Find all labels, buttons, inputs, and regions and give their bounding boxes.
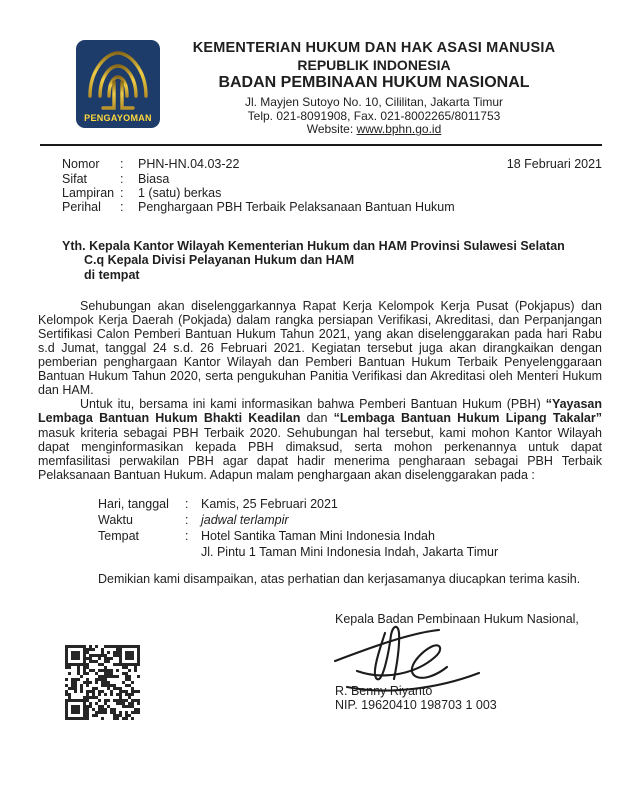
letter-body (38, 299, 602, 482)
paragraph-1: Sehubungan akan diselenggarkannya Rapat Kerja Kelompok Kerja Pusat (Pokjapus) dan Kelompok Kerja Daerah (Pokjada) dalam rangka persiapan Verifikasi, Akreditasi, dan Perpanjangan Sertifikasi Calon Pemberi Bantuan Hukum Tahun 2021, yang akan diselenggarakan pada hari Rabu s.d Jumat, tanggal 24 s.d. 26 Februari 2021. Kegiatan tersebut juga akan dirangkaikan dengan pemberian penghargaan Kantor Wilayah dan Pemberi Bantuan Hukum Terbaik Penyelenggaraan Bantuan Hukum Tahun 2020, serta pengukuhan Panitia Verifikasi dan Akreditasi oleh Menteri Hukum dan HAM. (38, 298, 602, 398)
meta-value-sifat: Biasa (138, 171, 170, 186)
website-label: Website: (306, 122, 357, 137)
meta-sep: : (120, 171, 124, 186)
signature-block (335, 612, 610, 713)
event-label-waktu: Waktu (98, 512, 133, 527)
republic-line: REPUBLIK INDONESIA (297, 56, 451, 73)
event-sep: : (185, 528, 189, 543)
agency-website-line (160, 123, 588, 137)
meta-value-perihal: Penghargaan PBH Terbaik Pelaksanaan Bantuan Hukum (138, 199, 455, 214)
meta-sep: : (120, 199, 124, 214)
letterhead (0, 0, 640, 137)
signer-name: R. Benny Riyanto (335, 684, 433, 699)
meta-sep: : (120, 185, 124, 200)
event-venue-name: Hotel Santika Taman Mini Indonesia Indah (201, 528, 435, 543)
meta-value-lampiran: 1 (satu) berkas (138, 185, 222, 200)
event-value-waktu: jadwal terlampir (201, 512, 289, 527)
event-details (98, 496, 602, 560)
letter-date: 18 Februari 2021 (506, 157, 602, 172)
paragraph-2-text: Untuk itu, bersama ini kami informasikan bahwa Pemberi Bantuan Hukum (PBH) (80, 397, 546, 412)
signer-nip: NIP. 19620410 198703 1 003 (335, 698, 497, 713)
meta-label-sifat: Sifat (62, 171, 88, 186)
event-label-hari: Hari, tanggal (98, 496, 169, 511)
agency-address: Jl. Mayjen Sutoyo No. 10, Cililitan, Jakarta Timur (244, 94, 504, 109)
recipient-block (62, 239, 602, 282)
event-venue-address: Jl. Pintu 1 Taman Mini Indonesia Indah, Jakarta Timur (201, 544, 499, 559)
pbh-name-2: “Lembaga Bantuan Hukum Lipang Takalar” (333, 411, 602, 426)
letterhead-text (160, 40, 602, 137)
event-value-hari: Kamis, 25 Februari 2021 (201, 496, 338, 511)
ministry-name: KEMENTERIAN HUKUM DAN HAK ASASI MANUSIA (192, 40, 556, 56)
recipient-line3: di tempat (84, 267, 140, 282)
signer-title: Kepala Badan Pembinaan Hukum Nasional, (335, 612, 579, 627)
event-sep: : (185, 496, 189, 511)
recipient-line1: Yth. Kepala Kantor Wilayah Kementerian Hukum dan HAM Provinsi Sulawesi Selatan (62, 239, 565, 254)
agency-name: BADAN PEMBINAAN HUKUM NASIONAL (218, 74, 530, 92)
pbh-name-1: “Yayasan Lembaga Bantuan Hukum Bhakti Keadilan (38, 397, 602, 426)
recipient-line2: C.q Kepala Divisi Pelayanan Hukum dan HAM (84, 253, 355, 268)
website-link[interactable]: www.bphn.go.id (356, 122, 442, 137)
closing-sentence: Demikian kami disampaikan, atas perhatian dan kerjasamanya diucapkan terima kasih. (98, 571, 581, 586)
paragraph-2-text: masuk kriteria sebagai PBH Terbaik 2020. Sehubungan hal tersebut, kami mohon Kantor Wilayah dapat menginformasikan kepada PBH dimaksud, serta mohon perkenannya untuk dapat memfasilitasi perwakilan PBH agar dapat hadir menerima pengharaan sebagai PBH Terbaik Pelaksanaan Bantuan Hukum. Adapun malam penghargaan akan diselenggarakan pada : (38, 425, 602, 482)
qr-code (65, 645, 140, 720)
meta-label-perihal: Perihal (62, 199, 101, 214)
meta-value-nomor: PHN-HN.04.03-22 (138, 157, 240, 172)
meta-sep: : (120, 157, 124, 172)
meta-label-nomor: Nomor (62, 157, 100, 172)
meta-label-lampiran: Lampiran (62, 185, 115, 200)
logo-label: PENGAYOMAN (84, 113, 152, 123)
paragraph-2-text: dan (300, 411, 334, 426)
letterhead-divider (40, 144, 602, 146)
event-sep: : (185, 512, 189, 527)
event-value-tempat (201, 528, 602, 560)
letter-meta (62, 157, 602, 214)
paragraph-2 (38, 397, 602, 482)
agency-phone: Telp. 021-8091908, Fax. 021-8002265/8011753 (247, 108, 501, 123)
event-label-tempat: Tempat (98, 528, 139, 543)
ministry-logo (76, 40, 160, 128)
